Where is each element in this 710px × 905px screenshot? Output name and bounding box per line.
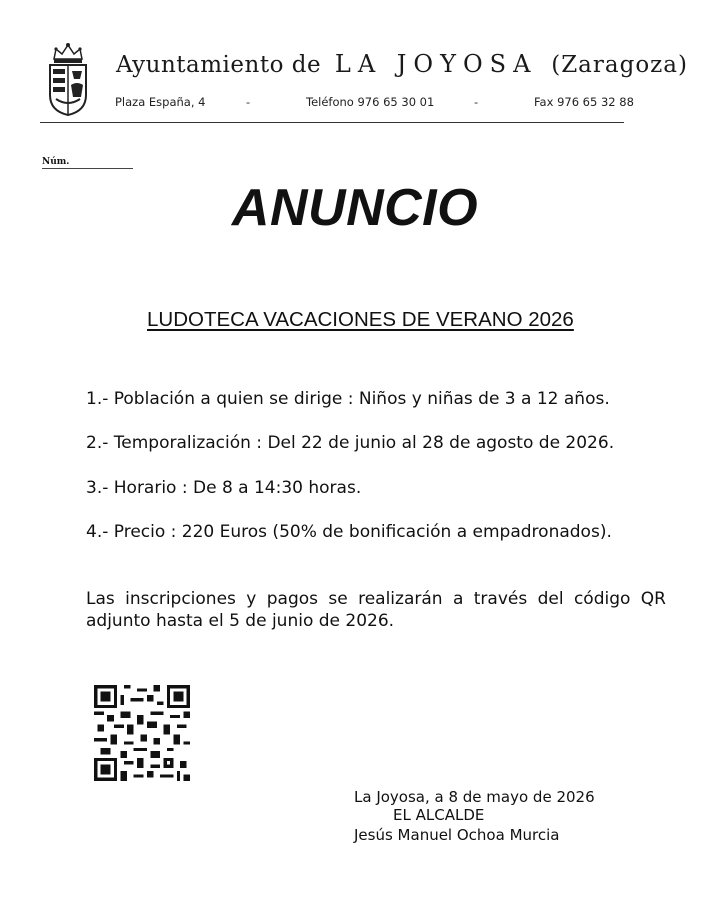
qr-code-icon[interactable] bbox=[94, 685, 190, 781]
separator: - bbox=[246, 95, 251, 109]
letterhead bbox=[40, 38, 688, 126]
separator: - bbox=[474, 95, 479, 109]
org-de: de bbox=[291, 52, 322, 78]
list-item: 4.- Precio : 220 Euros (50% de bonificación a empadronados). bbox=[86, 522, 612, 542]
list-item: 1.- Población a quien se dirige : Niños y niñas de 3 a 12 años. bbox=[86, 389, 610, 409]
list-item: 2.- Temporalización : Del 22 de junio al 28 de agosto de 2026. bbox=[86, 433, 615, 453]
org-region: (Zaragoza) bbox=[551, 52, 688, 78]
registry-number-label: Núm. bbox=[42, 157, 133, 169]
signature-title: EL ALCALDE bbox=[393, 806, 485, 824]
page-title: ANUNCIO bbox=[231, 179, 479, 237]
address: Plaza España, 4 bbox=[115, 95, 206, 109]
org-city: LA JOYOSA bbox=[334, 50, 538, 78]
organization-name bbox=[116, 50, 688, 78]
list-item: 3.- Horario : De 8 a 14:30 horas. bbox=[86, 478, 362, 498]
registration-paragraph: Las inscripciones y pagos se realizarán a través del código QR adjunto hasta el 5 de junio de 2026. bbox=[86, 589, 666, 631]
coat-of-arms-icon bbox=[46, 41, 90, 116]
fax-number: Fax 976 65 32 88 bbox=[534, 95, 634, 109]
signature-name: Jesús Manuel Ochoa Murcia bbox=[354, 826, 560, 844]
document-subtitle: LUDOTECA VACACIONES DE VERANO 2026 bbox=[147, 308, 574, 331]
signature-place-date: La Joyosa, a 8 de mayo de 2026 bbox=[354, 788, 595, 806]
org-prefix: Ayuntamiento bbox=[116, 52, 284, 78]
phone-number: Teléfono 976 65 30 01 bbox=[306, 95, 435, 109]
header-divider bbox=[40, 122, 624, 123]
